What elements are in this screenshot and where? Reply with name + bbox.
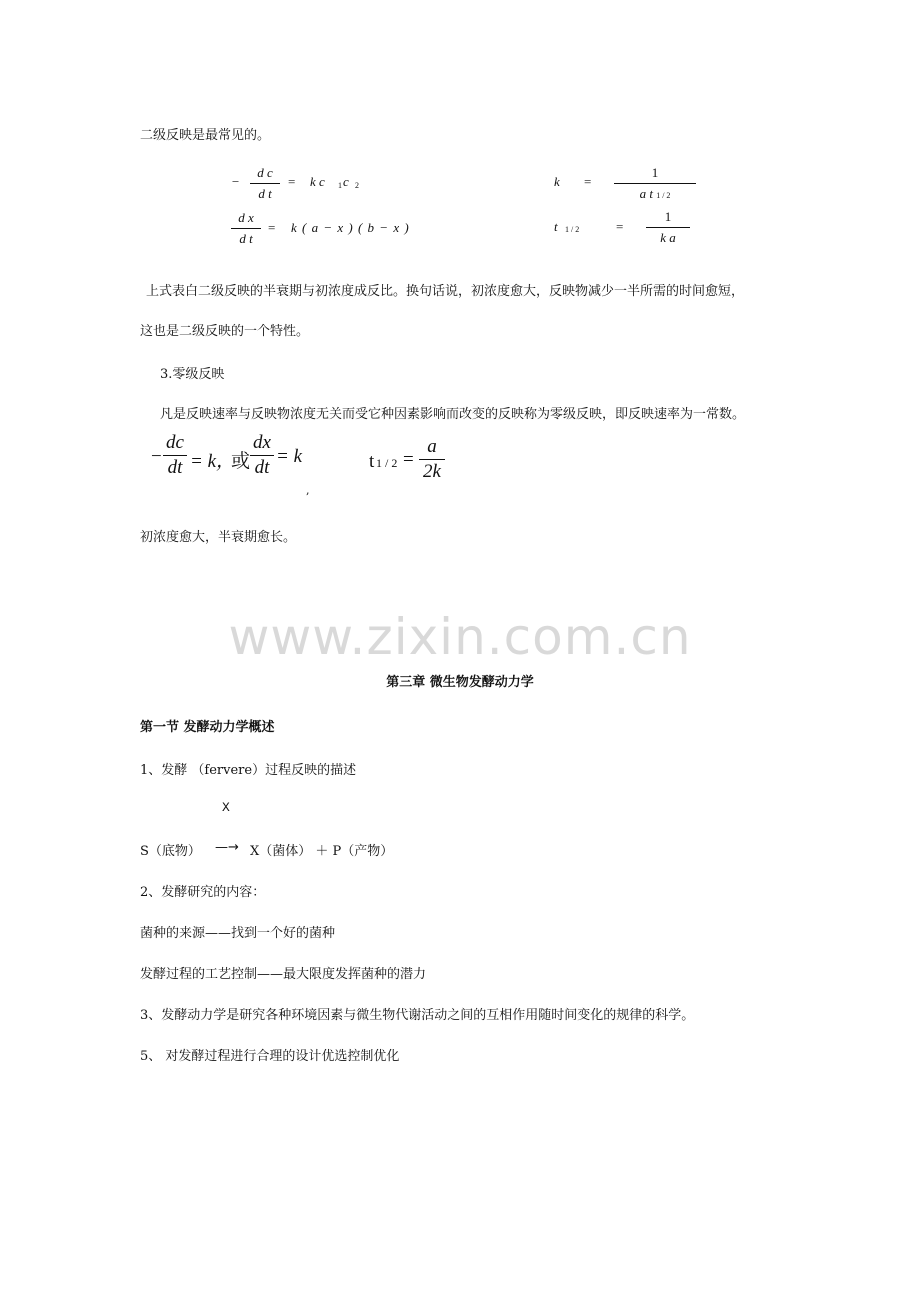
- eq5-denominator2: dt: [254, 457, 270, 478]
- scheme-arrow-icon: —→: [215, 840, 239, 855]
- eq3-equals: =: [584, 174, 592, 189]
- eq4-numerator: 1: [664, 209, 672, 224]
- eq3-denominator: [614, 185, 696, 205]
- eq1-denominator: d t: [258, 186, 272, 201]
- halflife-paragraph-line1: 上式表白二级反映的半衰期与初浓度成反比。换句话说，初浓度愈大，反映物减少一半所需的时间愈短，: [146, 284, 745, 299]
- eq6-equals: =: [403, 449, 414, 470]
- eq1-equals: =: [288, 174, 296, 189]
- eq1-fraction: [250, 164, 280, 203]
- zero-order-paragraph: 凡是反映速率与反映物浓度无关而受它种因素影响而改变的反映称为零级反映，即反映速率为一常数。: [160, 407, 746, 422]
- list-item-2: 2、发酵研究的内容：: [140, 885, 266, 900]
- eq5-comma: ,: [306, 484, 310, 497]
- eq3-fraction: [614, 164, 696, 205]
- eq1-rhs-k: k c: [310, 174, 325, 189]
- eq5-numerator2: dx: [253, 432, 271, 453]
- eq1-rhs-c2: c: [343, 174, 349, 189]
- list-item-1: 1、发酵 （fervere）过程反映的描述: [140, 763, 357, 778]
- eq4-denominator: k a: [660, 230, 676, 245]
- eq5-equals1: = k，: [190, 451, 236, 472]
- watermark: www.zixin.com.cn: [228, 608, 692, 666]
- eq6-numerator: a: [427, 436, 437, 457]
- list-item-2b: 发酵过程的工艺控制——最大限度发挥菌种的潜力: [140, 967, 427, 982]
- eq1-numerator: d c: [257, 165, 273, 180]
- chapter-title: 第三章 微生物发酵动力学: [386, 675, 534, 690]
- scheme-x-label: X: [222, 800, 230, 815]
- list-item-5: 5、 对发酵过程进行合理的设计优选控制优化: [140, 1049, 400, 1064]
- eq5-minus: −: [151, 446, 162, 467]
- halflife-paragraph-line2: 这也是二级反映的一个特性。: [140, 324, 310, 339]
- eq5-equals2: = k: [276, 446, 303, 467]
- scheme-products: X（菌体） ＋ P（产物）: [250, 844, 394, 859]
- zero-order-conclusion: 初浓度愈大，半衰期愈长。: [140, 530, 297, 545]
- eq1-rhs-sub1: 1: [338, 181, 342, 190]
- eq5-or: 或: [231, 450, 251, 472]
- eq1-rhs-sub2: 2: [355, 181, 359, 190]
- eq6-sub: 1 / 2: [376, 456, 398, 470]
- scheme-substrate: S（底物）: [140, 844, 201, 859]
- eq3-lhs: k: [554, 174, 560, 189]
- zero-order-heading: 3.零级反映: [160, 367, 225, 382]
- eq2-fraction: [231, 209, 261, 248]
- eq4-lhs-t: t: [554, 219, 558, 234]
- eq5-fraction2: [250, 432, 274, 479]
- list-item-2a: 菌种的来源——找到一个好的菌种: [140, 926, 336, 941]
- eq2-denominator: d t: [239, 231, 253, 246]
- eq6-t: t: [369, 451, 375, 472]
- eq3-numerator: 1: [651, 165, 659, 180]
- eq1-minus: −: [231, 174, 240, 189]
- intro-paragraph: 二级反映是最常见的。: [140, 128, 271, 143]
- section-title: 第一节 发酵动力学概述: [140, 720, 275, 735]
- eq4-lhs-sub: 1 / 2: [565, 225, 580, 234]
- eq5-denominator1: dt: [167, 457, 183, 478]
- list-item-3: 3、发酵动力学是研究各种环境因素与微生物代谢活动之间的互相作用随时间变化的规律的科学。: [140, 1008, 695, 1023]
- eq2-rhs: k ( a − x ) ( b − x ): [291, 220, 409, 235]
- eq5-numerator1: dc: [166, 432, 184, 453]
- eq2-numerator: d x: [238, 210, 254, 225]
- eq3-den-at: a t: [639, 186, 653, 201]
- eq6-denominator: 2k: [423, 461, 441, 482]
- eq4-fraction: [646, 208, 690, 247]
- eq3-den-sub: 1 / 2: [656, 191, 671, 200]
- eq5-fraction1: [163, 432, 187, 479]
- eq4-equals: =: [616, 219, 624, 234]
- eq2-equals: =: [268, 220, 276, 235]
- eq6-fraction: [419, 436, 445, 483]
